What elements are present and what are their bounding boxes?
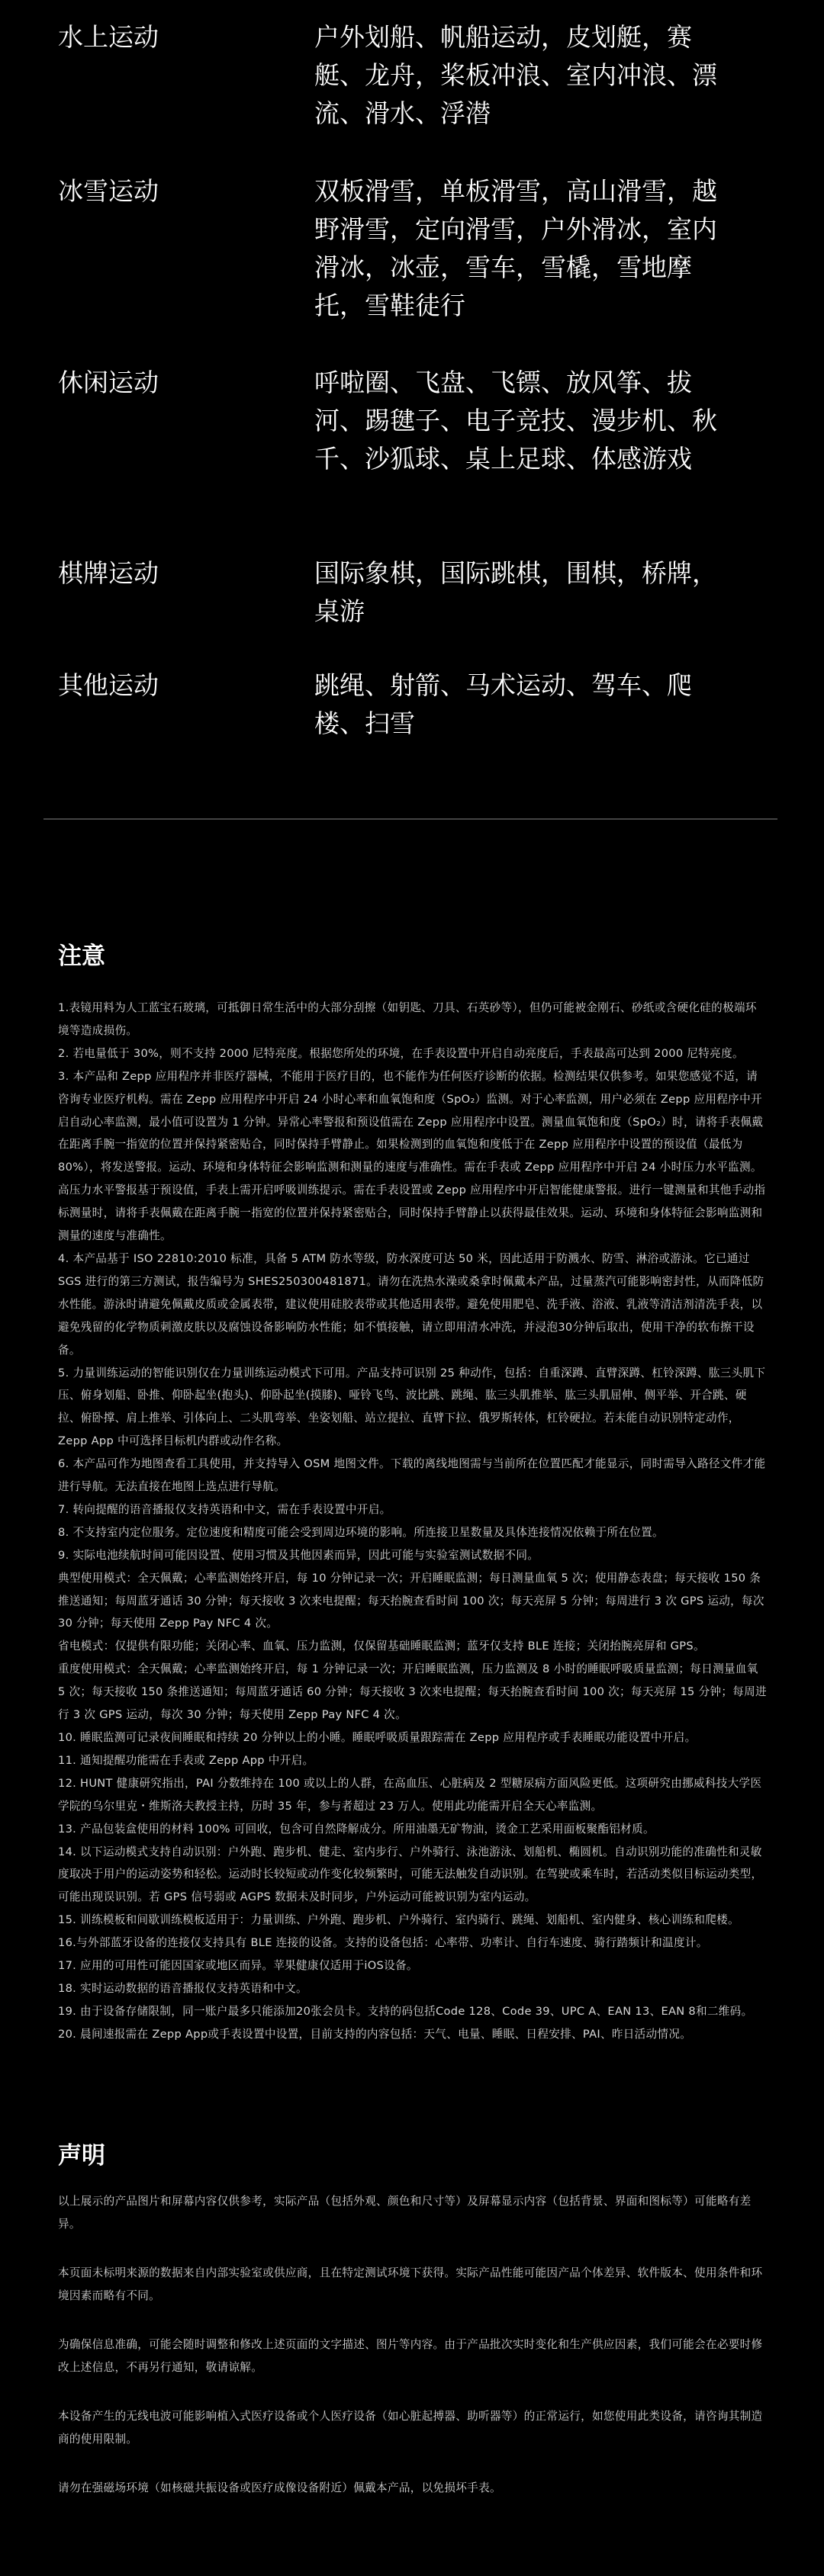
declaration-paragraph: 本设备产生的无线电波可能影响植入式医疗设备或个人医疗设备（如心脏起搏器、助听器等）的正常运行，如您使用此类设备，请咨询其制造商的使用限制。: [58, 2410, 763, 2446]
declaration-paragraph: 为确保信息准确，可能会随时调整和修改上述页面的文字描述、图片等内容。由于产品批次实时变化和生产供应因素，我们可能会在必要时修改上述信息，不再另行通知，敬请谅解。: [58, 2338, 763, 2374]
note-item: 6. 本产品可作为地图查看工具使用，并支持导入 OSM 地图文件。下载的离线地图需与当前所在位置匹配才能显示，同时需导入路径文件才能进行导航。无法直接在地图上选点进行导航。: [58, 1457, 766, 1494]
note-item: 1.表镜用料为人工蓝宝石玻璃，可抵御日常生活中的大部分刮擦（如钥匙、刀具、石英砂等），但仍可能被金刚石、砂纸或含硬化硅的极端环境等造成损伤。: [58, 1001, 757, 1037]
note-item: 重度使用模式：全天佩戴；心率监测始终开启，每 1 分钟记录一次；开启睡眠监测，压力监测及 8 小时的睡眠呼吸质量监测；每日测量血氧 5 次；每天接收 150 条推送通知；每周蓝牙通话 60 分钟；每天接收 3 次来电提醒；每天抬腕查看时间 100 次；每天亮屏 15 分钟；每周进行 3 次 GPS 运动，每次 30 分钟；每天使用 Zepp Pay NFC 4 次。: [58, 1662, 767, 1722]
declaration-section: [58, 2135, 768, 2526]
note-item: 17. 应用的可用性可能因国家或地区而异。苹果健康仅适用于iOS设备。: [58, 1959, 418, 1973]
sport-items: 呼啦圈、飞盘、飞镖、放风筝、拔河、踢毽子、电子竞技、漫步机、秋千、沙狐球、桌上足球、体感游戏: [314, 368, 717, 474]
declaration-list: [58, 2190, 768, 2500]
note-item: 10. 睡眠监测可记录夜间睡眠和持续 20 分钟以上的小睡。睡眠呼吸质量跟踪需在 Zepp 应用程序或手表睡眠功能设置中开启。: [58, 1731, 697, 1744]
sport-items: 户外划船、帆船运动，皮划艇，赛艇、龙舟，桨板冲浪、室内冲浪、漂流、滑水、浮潜: [314, 22, 717, 128]
sport-items: 双板滑雪，单板滑雪，高山滑雪，越野滑雪，定向滑雪，户外滑冰，室内滑冰，冰壶，雪车，雪橇，雪地摩托，雪鞋徒行: [314, 176, 717, 320]
note-item: 14. 以下运动模式支持自动识别：户外跑、跑步机、健走、室内步行、户外骑行、泳池游泳、划船机、椭圆机。自动识别功能的准确性和灵敏度取决于用户的运动姿势和轻松。运动时长较短或动作变化较频繁时，可能无法触发自动识别。在驾驶或乘车时，若活动类似目标运动类型，可能出现误识别。若 GPS 信号弱或 AGPS 数据未及时同步，户外运动可能被识别为室内运动。: [58, 1845, 763, 1904]
notes-title: 注意: [58, 943, 105, 970]
note-item: 11. 通知提醒功能需在手表或 Zepp App 中开启。: [58, 1753, 314, 1767]
sport-items: 跳绳、射箭、马术运动、驾车、爬楼、扫雪: [314, 670, 692, 738]
note-item: 典型使用模式：全天佩戴；心率监测始终开启，每 10 分钟记录一次；开启睡眠监测；每日测量血氧 5 次；使用静态表盘；每天接收 150 条推送通知；每周蓝牙通话 30 分钟；每天接收 3 次来电提醒；每天抬腕查看时间 100 次；每天亮屏 5 分钟；每周进行 3 次 GPS 运动，每次 30 分钟；每天使用 Zepp Pay NFC 4 次。: [58, 1571, 764, 1630]
note-item: 8. 不支持室内定位服务。定位速度和精度可能会受到周边环境的影响。所连接卫星数量及具体连接情况依赖于所在位置。: [58, 1525, 664, 1539]
note-item: 5. 力量训练运动的智能识别仅在力量训练运动模式下可用。产品支持可识别 25 种动作，包括：自重深蹲、直臂深蹲、杠铃深蹲、肱三头肌下压、俯身划船、卧推、仰卧起坐(抱头)、仰卧起坐(摸膝)、哑铃飞鸟、波比跳、跳绳、肱三头肌推举、肱三头肌屈伸、侧平举、开合跳、硬拉、俯卧撑、肩上推举、引体向上、二头肌弯举、坐姿划船、站立提拉、直臂下拉、俄罗斯转体，杠铃硬拉。若未能自动识别特定动作，Zepp App 中可选择目标机内群或动作名称。: [58, 1366, 766, 1448]
sport-category: 冰雪运动: [58, 176, 159, 206]
note-item: 20. 晨间速报需在 Zepp App或手表设置中设置，目前支持的内容包括：天气、电量、睡眠、日程安排、PAI、昨日活动情况。: [58, 2027, 692, 2041]
sport-category: 棋牌运动: [58, 558, 159, 588]
declaration-paragraph: 请勿在强磁场环境（如核磁共振设备或医疗成像设备附近）佩戴本产品，以免损坏手表。: [58, 2481, 501, 2494]
sport-category: 休闲运动: [58, 368, 159, 397]
section-divider: [43, 818, 777, 820]
note-item: 4. 本产品基于 ISO 22810:2010 标准，具备 5 ATM 防水等级，防水深度可达 50 米，因此适用于防溅水、防雪、淋浴或游泳。它已通过 SGS 进行的第三方测试，报告编号为 SHES250300481871。请勿在洗热水澡或桑拿时佩戴本产品，过量蒸汽可能影响密封性，从而降低防水性能。游泳时请避免佩戴皮质或金属表带，建议使用硅胶表带或其他适用表带。避免使用肥皂、洗手液、浴液、乳液等清洁剂清洗手表，以避免残留的化学物质刺激皮肤以及腐蚀设备影响防水性能；如不慎接触，请立即用清水冲洗，并浸泡30分钟后取出，使用干净的软布擦干设备。: [58, 1251, 764, 1357]
note-item: 2. 若电量低于 30%，则不支持 2000 尼特亮度。根据您所处的环境，在手表设置中开启自动亮度后，手表最高可达到 2000 尼特亮度。: [58, 1046, 744, 1060]
notes-section: [58, 936, 768, 2046]
declaration-paragraph: 本页面未标明来源的数据来自内部实验室或供应商，且在特定测试环境下获得。实际产品性能可能因产品个体差异、软件版本、使用条件和环境因素而略有不同。: [58, 2266, 763, 2302]
sport-category: 水上运动: [58, 22, 159, 52]
note-item: 9. 实际电池续航时间可能因设置、使用习惯及其他因素而异，因此可能与实验室测试数据不同。: [58, 1548, 539, 1562]
declaration-paragraph: 以上展示的产品图片和屏幕内容仅供参考，实际产品（包括外观、颜色和尺寸等）及屏幕显示内容（包括背景、界面和图标等）可能略有差异。: [58, 2195, 752, 2231]
sport-category: 其他运动: [58, 670, 159, 700]
declaration-title: 声明: [58, 2142, 105, 2170]
note-item: 7. 转向提醒的语音播报仅支持英语和中文，需在手表设置中开启。: [58, 1502, 391, 1516]
note-item: 16.与外部蓝牙设备的连接仅支持具有 BLE 连接的设备。支持的设备包括：心率带、功率计、自行车速度、骑行踏频计和温度计。: [58, 1936, 708, 1950]
note-item: 12. HUNT 健康研究指出，PAI 分数维持在 100 或以上的人群，在高血压、心脏病及 2 型糖尿病方面风险更低。这项研究由挪威科技大学医学院的乌尔里克・维斯洛夫教授主持，历时 35 年，参与者超过 23 万人。使用此功能需开启全天心率监测。: [58, 1776, 762, 1813]
notes-list: [58, 997, 768, 2046]
note-item: 19. 由于设备存储限制，同一账户最多只能添加20张会员卡。支持的码包括Code 128、Code 39、UPC A、EAN 13、EAN 8和二维码。: [58, 2004, 753, 2018]
note-item: 3. 本产品和 Zepp 应用程序并非医疗器械，不能用于医疗目的，也不能作为任何医疗诊断的依据。检测结果仅供参考。如果您感觉不适，请咨询专业医疗机构。需在 Zepp 应用程序中开启 24 小时心率和血氧饱和度（SpO₂）监测。对于心率监测，用户必须在 Zepp 应用程序中开启自动心率监测，最小值可设置为 1 分钟。异常心率警报和预设值需在 Zepp 应用程序中设置。测量血氧饱和度（SpO₂）时，请将手表佩戴在距离手腕一指宽的位置并保持紧密贴合，同时保持手臂静止。如果检测到的血氧饱和度低于在 Zepp 应用程序中设置的预设值（最低为 80%），将发送警报。运动、环境和身体特征会影响监测和测量的速度与准确性。需在手表或 Zepp 应用程序中开启 24 小时压力水平监测。高压力水平警报基于预设值，手表上需开启呼吸训练提示。需在手表设置或 Zepp 应用程序中开启智能健康警报。进行一键测量和其他手动指标测量时，请将手表佩戴在距离手腕一指宽的位置并保持紧密贴合，同时保持手臂静止以获得最佳效果。运动、环境和身体特征会影响监测和测量的速度与准确性。: [58, 1069, 766, 1243]
note-item: 13. 产品包装盒使用的材料 100% 可回收，包含可自然降解成分。所用油墨无矿物油，烫金工艺采用面板聚酯铝材质。: [58, 1822, 655, 1836]
note-item: 18. 实时运动数据的语音播报仅支持英语和中文。: [58, 1981, 307, 1995]
note-item: 省电模式：仅提供有限功能；关闭心率、血氧、压力监测，仅保留基础睡眠监测；蓝牙仅支持 BLE 连接；关闭抬腕亮屏和 GPS。: [58, 1640, 705, 1653]
note-item: 15. 训练模板和间歇训练模板适用于：力量训练、户外跑、跑步机、户外骑行、室内骑行、跳绳、划船机、室内健身、核心训练和爬楼。: [58, 1913, 739, 1927]
sport-items: 国际象棋，国际跳棋，围棋，桥牌，桌游: [314, 558, 717, 626]
